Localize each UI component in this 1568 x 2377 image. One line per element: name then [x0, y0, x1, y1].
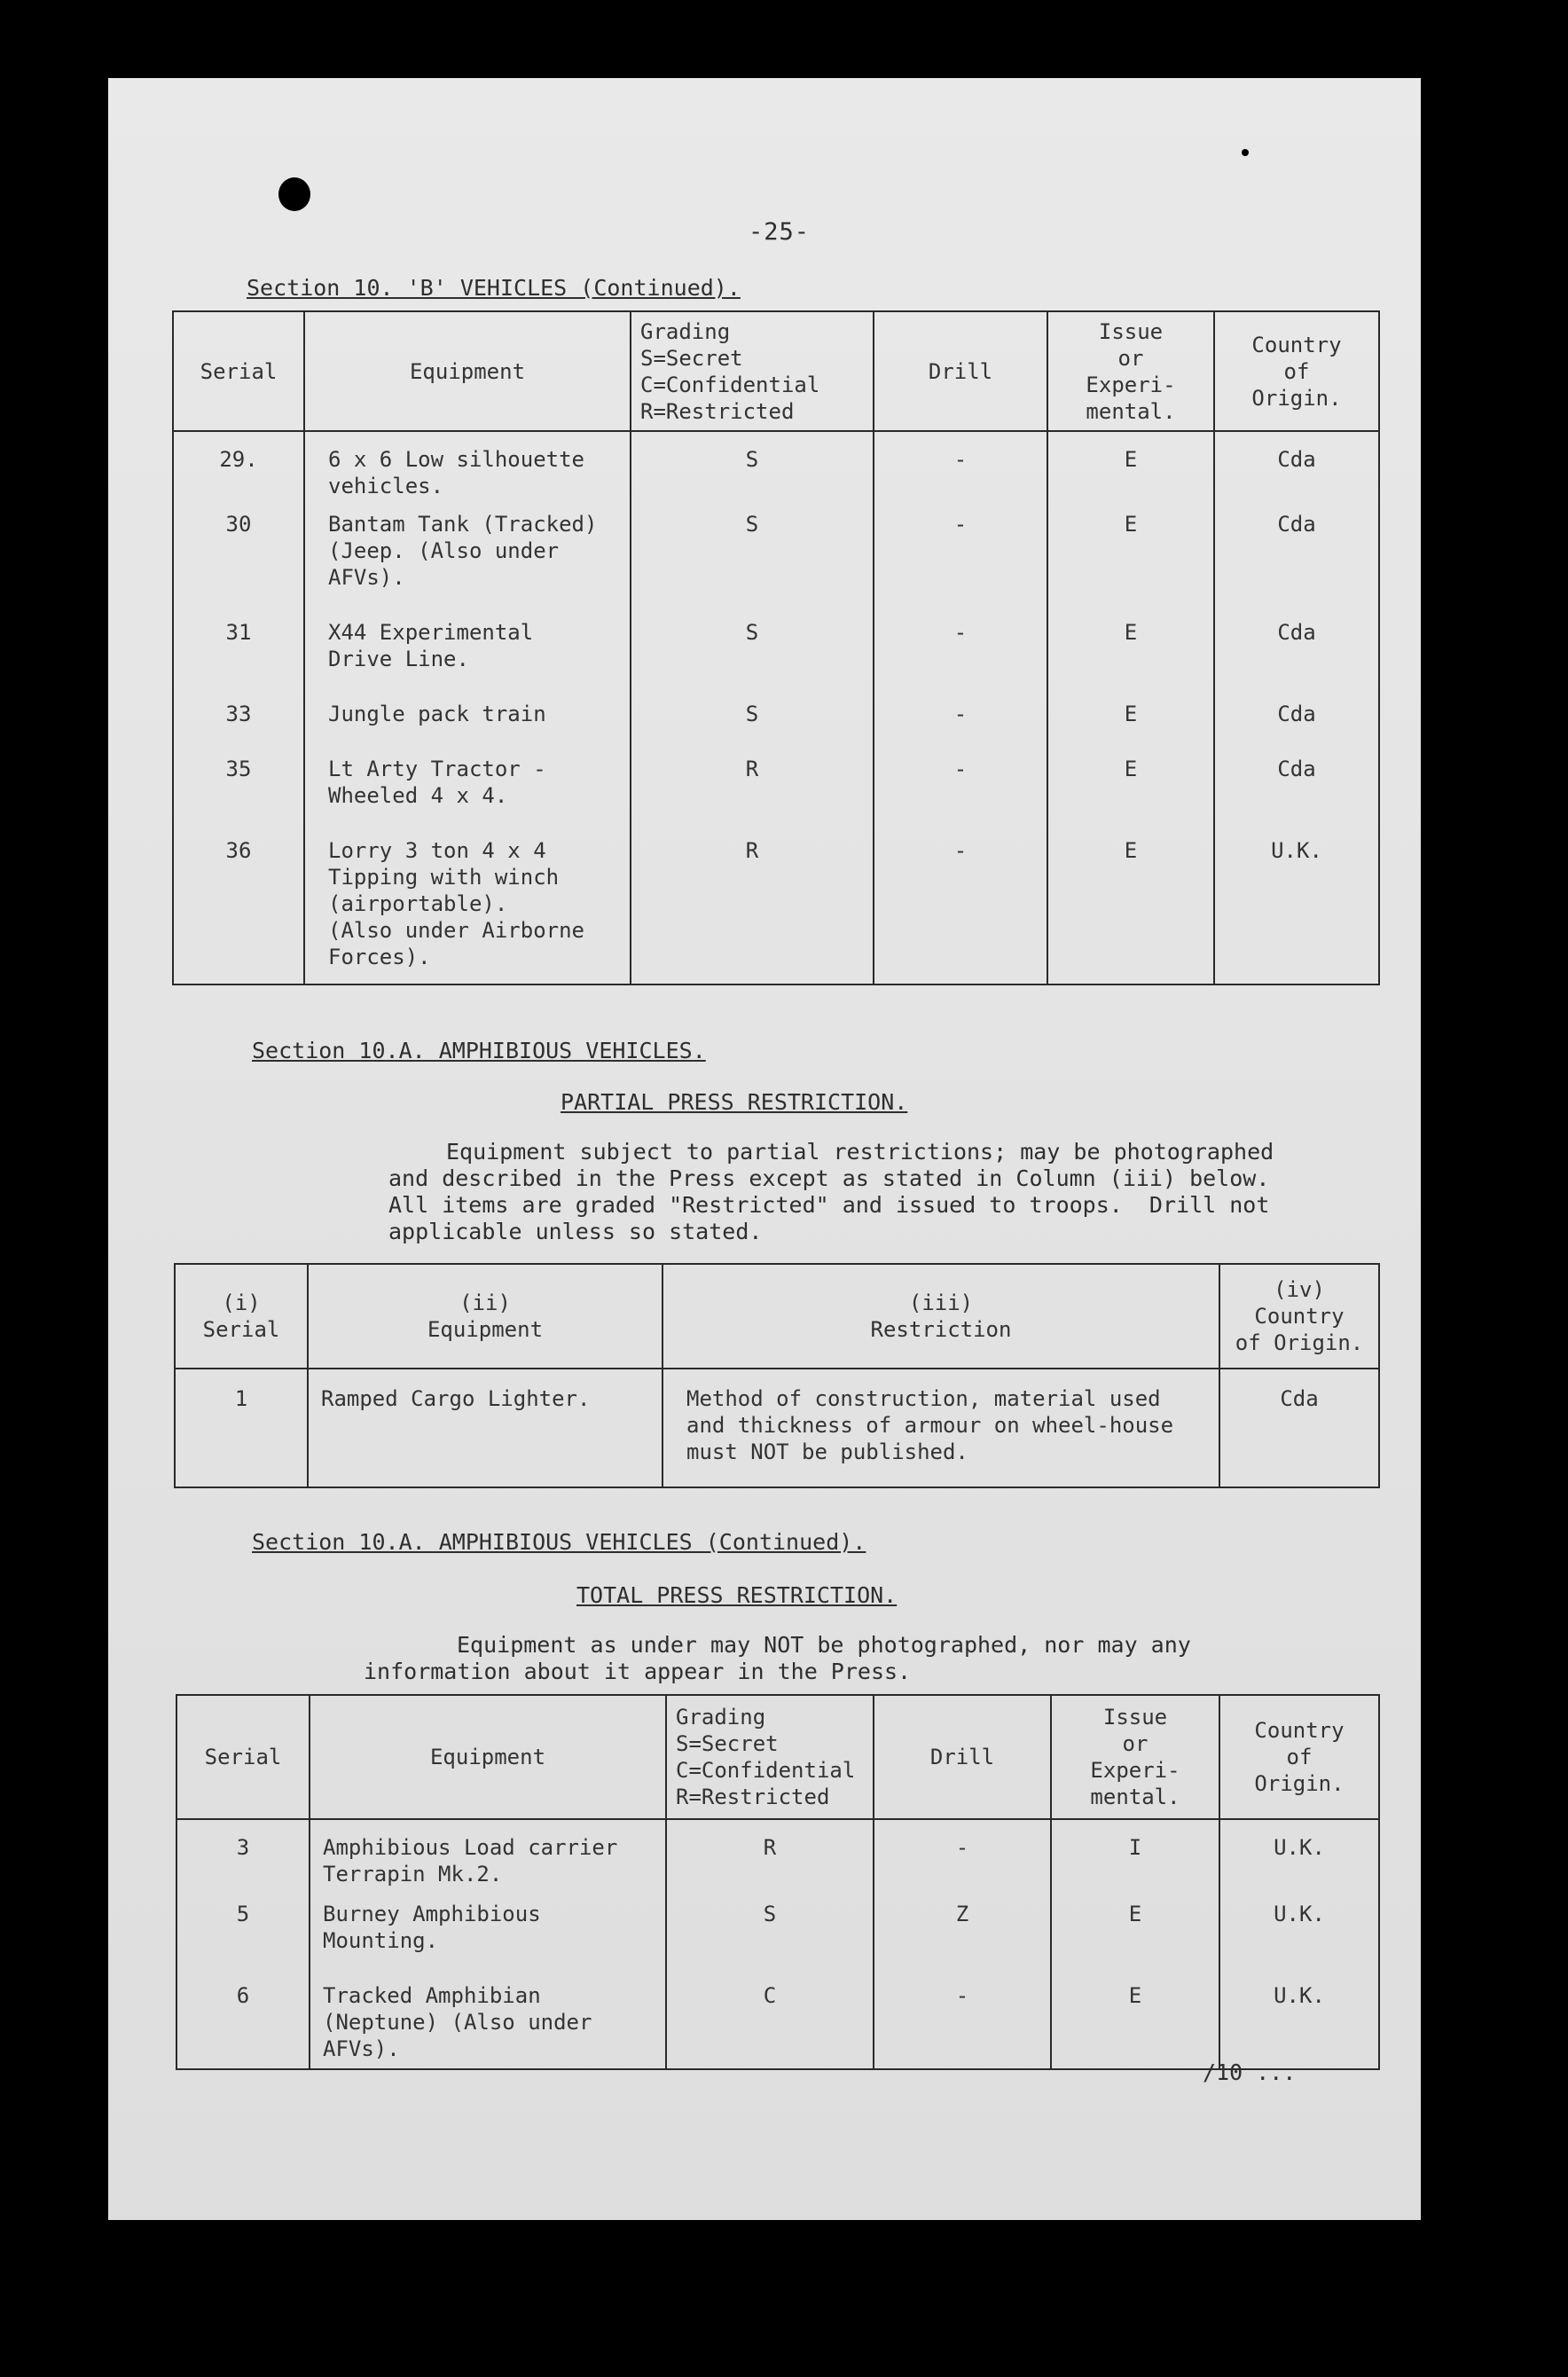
table-row — [173, 756, 1379, 837]
cell-drill: - — [874, 511, 1047, 619]
document-page — [108, 78, 1421, 2220]
header-issue: Issue or Experi- mental. — [1051, 1695, 1219, 1819]
cell-grading: R — [666, 1819, 874, 1901]
table-row — [175, 1369, 1379, 1487]
cell-issue: E — [1047, 431, 1214, 511]
cell-equipment: 6 x 6 Low silhouette vehicles. — [304, 431, 631, 511]
cell-grading: C — [666, 1982, 874, 2069]
cell-country: Cda — [1214, 431, 1379, 511]
header-country: Country of Origin. — [1214, 311, 1379, 431]
cell-grading: R — [631, 837, 874, 985]
cell-equipment: Tracked Amphibian (Neptune) (Also under AFVs). — [310, 1982, 666, 2069]
total-restriction-paragraph — [364, 1632, 1375, 1685]
partial-restriction-table — [174, 1263, 1380, 1488]
ink-dot — [1242, 149, 1249, 156]
continuation-marker: /10 ... — [1203, 2059, 1297, 2085]
cell-serial: 1 — [175, 1369, 308, 1487]
header-restriction: (iii) Restriction — [662, 1264, 1219, 1369]
cell-restriction: Method of construction, material used and thickness of armour on wheel-house must NOT be published. — [662, 1369, 1219, 1487]
cell-country: Cda — [1214, 756, 1379, 837]
header-serial: (i) Serial — [175, 1264, 308, 1369]
cell-drill: - — [874, 756, 1047, 837]
cell-grading: S — [666, 1901, 874, 1982]
section-10a-continued-heading: Section 10.A. AMPHIBIOUS VEHICLES (Continued). — [252, 1529, 866, 1555]
cell-serial: 5 — [176, 1901, 310, 1982]
section-10a-heading: Section 10.A. AMPHIBIOUS VEHICLES. — [252, 1038, 706, 1063]
cell-country: U.K. — [1214, 837, 1379, 985]
section-10-heading: Section 10. 'B' VEHICLES (Continued). — [247, 275, 741, 301]
cell-issue: I — [1051, 1819, 1219, 1901]
cell-issue: E — [1051, 1901, 1219, 1982]
header-serial: Serial — [173, 311, 304, 431]
header-equipment: (ii) Equipment — [308, 1264, 662, 1369]
ink-blot — [278, 177, 310, 211]
table-row — [173, 837, 1379, 985]
cell-country: Cda — [1214, 701, 1379, 756]
table-row — [173, 619, 1379, 701]
header-drill: Drill — [874, 311, 1047, 431]
cell-grading: S — [631, 701, 874, 756]
cell-issue: E — [1047, 837, 1214, 985]
cell-country: Cda — [1214, 511, 1379, 619]
cell-grading: S — [631, 619, 874, 701]
table-row — [173, 701, 1379, 756]
paragraph-rest: information about it appear in the Press. — [364, 1659, 912, 1684]
cell-equipment: Ramped Cargo Lighter. — [308, 1369, 662, 1487]
cell-equipment: Jungle pack train — [304, 701, 631, 756]
header-country: (iv) Country of Origin. — [1219, 1264, 1379, 1369]
cell-issue: E — [1051, 1982, 1219, 2069]
cell-serial: 29. — [173, 431, 304, 511]
cell-equipment: Amphibious Load carrier Terrapin Mk.2. — [310, 1819, 666, 1901]
total-restriction-table — [176, 1694, 1380, 2070]
cell-serial: 36 — [173, 837, 304, 985]
cell-drill: Z — [874, 1901, 1051, 1982]
header-grading: Grading S=Secret C=Confidential R=Restricted — [631, 311, 874, 431]
table-row — [176, 1982, 1379, 2069]
table-row — [176, 1901, 1379, 1982]
header-country: Country of Origin. — [1219, 1695, 1379, 1819]
table-row — [176, 1819, 1379, 1901]
cell-country: Cda — [1214, 619, 1379, 701]
cell-drill: - — [874, 619, 1047, 701]
b-vehicles-table — [172, 310, 1380, 985]
header-equipment: Equipment — [304, 311, 631, 431]
total-restriction-subheading: TOTAL PRESS RESTRICTION. — [576, 1582, 898, 1608]
table-row — [173, 431, 1379, 511]
cell-issue: E — [1047, 511, 1214, 619]
cell-issue: E — [1047, 756, 1214, 837]
cell-drill: - — [874, 701, 1047, 756]
header-issue: Issue or Experi- mental. — [1047, 311, 1214, 431]
cell-serial: 30 — [173, 511, 304, 619]
cell-equipment: X44 Experimental Drive Line. — [304, 619, 631, 701]
cell-drill: - — [874, 431, 1047, 511]
table-row — [173, 511, 1379, 619]
header-grading: Grading S=Secret C=Confidential R=Restricted — [666, 1695, 874, 1819]
cell-serial: 35 — [173, 756, 304, 837]
cell-grading: R — [631, 756, 874, 837]
cell-drill: - — [874, 1819, 1051, 1901]
cell-serial: 33 — [173, 701, 304, 756]
cell-drill: - — [874, 837, 1047, 985]
cell-equipment: Lt Arty Tractor - Wheeled 4 x 4. — [304, 756, 631, 837]
partial-restriction-subheading: PARTIAL PRESS RESTRICTION. — [561, 1089, 908, 1115]
cell-issue: E — [1047, 619, 1214, 701]
cell-equipment: Burney Amphibious Mounting. — [310, 1901, 666, 1982]
cell-grading: S — [631, 431, 874, 511]
cell-serial: 31 — [173, 619, 304, 701]
cell-serial: 6 — [176, 1982, 310, 2069]
header-serial: Serial — [176, 1695, 310, 1819]
paragraph-first-line: Equipment subject to partial restrictions; may be photographed — [446, 1139, 1274, 1165]
cell-serial: 3 — [176, 1819, 310, 1901]
cell-drill: - — [874, 1982, 1051, 2069]
cell-country: Cda — [1219, 1369, 1379, 1487]
cell-equipment: Lorry 3 ton 4 x 4 Tipping with winch (airportable). (Also under Airborne Forces). — [304, 837, 631, 985]
paragraph-first-line: Equipment as under may NOT be photographed, nor may any — [457, 1632, 1191, 1658]
cell-country: U.K. — [1219, 1819, 1379, 1901]
partial-restriction-paragraph — [388, 1139, 1382, 1245]
cell-country: U.K. — [1219, 1982, 1379, 2069]
page-number: -25- — [749, 218, 811, 246]
header-drill: Drill — [874, 1695, 1051, 1819]
cell-country: U.K. — [1219, 1901, 1379, 1982]
paragraph-rest: and described in the Press except as stated in Column (iii) below. All items are graded "Restricted" and issued to troops. Drill not applicable unless so stated. — [388, 1165, 1270, 1244]
cell-grading: S — [631, 511, 874, 619]
cell-equipment: Bantam Tank (Tracked) (Jeep. (Also under AFVs). — [304, 511, 631, 619]
header-equipment: Equipment — [310, 1695, 666, 1819]
cell-issue: E — [1047, 701, 1214, 756]
